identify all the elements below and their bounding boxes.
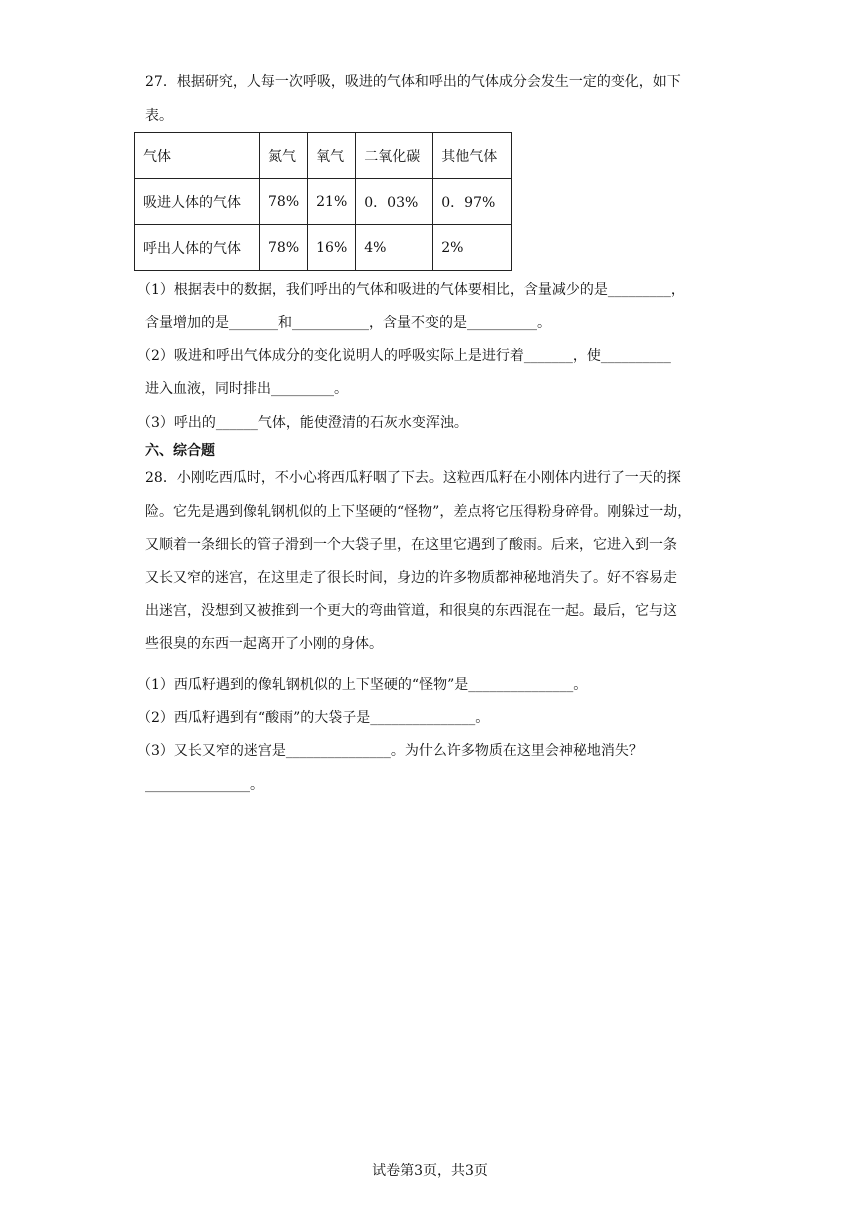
table-cell: 16%: [308, 225, 356, 271]
table-cell: 二氧化碳: [356, 133, 433, 179]
table-row: [135, 179, 512, 225]
q27-intro-line1: 27．根据研究，人每一次呼吸，吸进的气体和呼出的气体成分会发生一定的变化，如下: [145, 74, 681, 90]
table-cell: 78%: [260, 179, 308, 225]
table-header-row: [135, 133, 512, 179]
q28-sub2: （2）西瓜籽遇到有“酸雨”的大袋子是_______________。: [137, 710, 490, 726]
table-cell: 吸进人体的气体: [135, 179, 260, 225]
table-cell: 0．03%: [356, 179, 433, 225]
table-cell: 氧气: [308, 133, 356, 179]
table-cell: 其他气体: [433, 133, 512, 179]
q27-sub3: （3）呼出的______气体，能使澄清的石灰水变浑浊。: [137, 415, 468, 431]
q28-para-line: 些很臭的东西一起离开了小刚的身体。: [145, 636, 383, 652]
section-title: 六、综合题: [145, 443, 215, 459]
q27-intro-line2: 表。: [145, 108, 173, 124]
table-cell: 2%: [433, 225, 512, 271]
table-cell: 21%: [308, 179, 356, 225]
table-cell: 0．97%: [433, 179, 512, 225]
q28-para-line: 又长又窄的迷宫，在这里走了很长时间，身边的许多物质都神秘地消失了。好不容易走: [145, 570, 677, 586]
table-cell: 氮气: [260, 133, 308, 179]
q28-para-line: 又顺着一条细长的管子滑到一个大袋子里，在这里它遇到了酸雨。后来，它进入到一条: [145, 537, 677, 553]
table-cell: 78%: [260, 225, 308, 271]
table-cell: 气体: [135, 133, 260, 179]
table-cell: 4%: [356, 225, 433, 271]
page-footer: 试卷第3页，共3页: [372, 1163, 488, 1179]
q28-para-line: 28．小刚吃西瓜时，不小心将西瓜籽咽了下去。这粒西瓜籽在小刚体内进行了一天的探: [145, 470, 681, 486]
table-row: [135, 225, 512, 271]
q27-sub2-line2: 进入血液，同时排出_________。: [145, 381, 348, 397]
table-cell: 呼出人体的气体: [135, 225, 260, 271]
q28-para-line: 出迷宫，没想到又被推到一个更大的弯曲管道，和很臭的东西混在一起。最后，它与这: [145, 603, 677, 619]
q27-sub2-line1: （2）吸进和呼出气体成分的变化说明人的呼吸实际上是进行着_______，使__________: [137, 348, 671, 364]
q28-para-line: 险。它先是遇到像轧钢机似的上下坚硬的“怪物”，差点将它压得粉身碎骨。刚躲过一劫，: [145, 504, 692, 520]
q28-sub3-answer: _______________。: [145, 777, 264, 793]
q27-sub1-line2: 含量增加的是_______和___________，含量不变的是__________。: [145, 315, 551, 331]
q27-sub1-line1: （1）根据表中的数据，我们呼出的气体和吸进的气体要相比，含量减少的是_________，: [137, 282, 685, 298]
q28-sub1: （1）西瓜籽遇到的像轧钢机似的上下坚硬的“怪物”是_______________。: [137, 677, 588, 693]
q28-sub3: （3）又长又窄的迷宫是_______________。为什么许多物质在这里会神秘地消失？: [137, 743, 643, 759]
gas-composition-table: [134, 132, 512, 271]
